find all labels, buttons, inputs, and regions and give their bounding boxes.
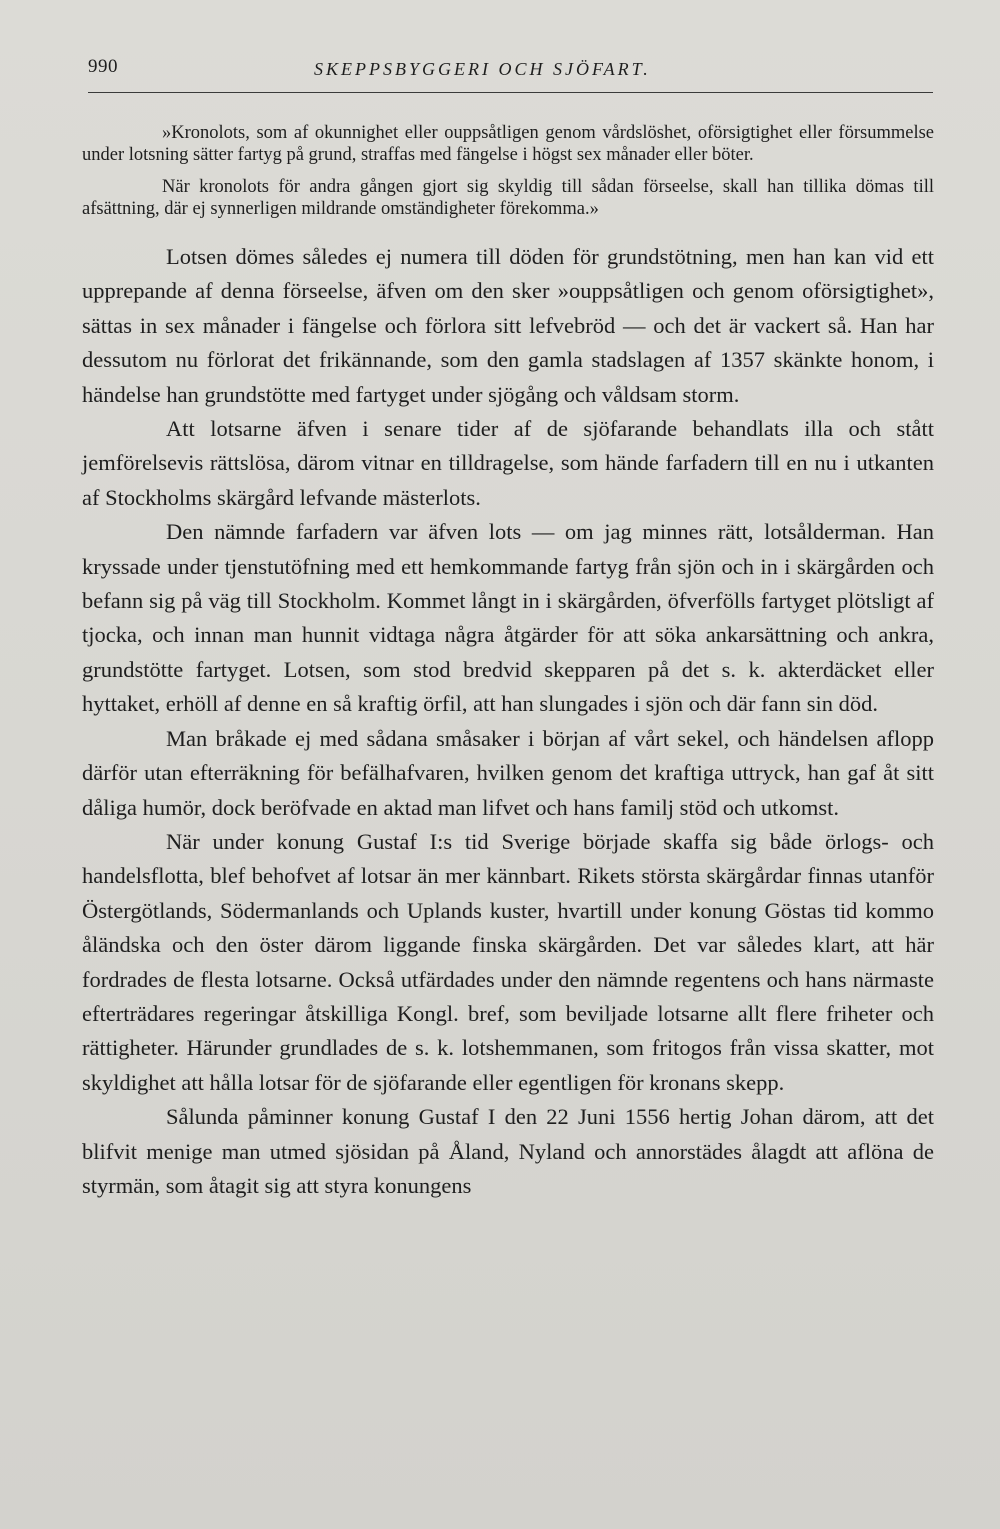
quote-paragraph: När kronolots för andra gången gjort sig skyldig till sådan förseelse, skall han tillika dömas till afsättning, där ej synnerligen mildrande omständigheter förekomma.» — [82, 177, 934, 219]
header-rule — [88, 92, 933, 93]
paragraph: Lotsen dömes således ej numera till döden för grundstötning, men han kan vid ett upprepande af denna förseelse, äfven om den sker »ouppsåtligen och genom oförsigtighet», sättas in sex månader i fängelse och förlora sitt lefvebröd — och det är vackert så. Han har dessutom nu förlorat det frikännande, som den gamla stadslagen af 1357 skänkte honom, i händelse han grundstötte med fartyget under sjögång och våldsam storm. — [82, 244, 934, 407]
running-title: SKEPPSBYGGERI OCH SJÖFART. — [314, 59, 651, 79]
body-text — [82, 122, 934, 1203]
paragraph: När under konung Gustaf I:s tid Sverige började skaffa sig både örlogs- och handelsflotta, blef behofvet af lotsar än mer kännbart. Rikets största skärgårdar finnas utanför Östergötlands, Södermanlands och Uplands kuster, hvartill under konung Göstas tid kommo åländska och den öster därom liggande finska skärgården. Det var således klart, att här fordrades de flesta lotsarne. Också utfärdades under den nämnde regentens och hans närmaste efterträdares regeringar åtskilliga Kongl. bref, som beviljade lotsarne allt flere friheter och rättigheter. Härunder grundlades de s. k. lotshemmanen, som fritogos från vissa skatter, mot skyldighet att hålla lotsar för de sjöfarande eller egentligen för kronans skepp. — [82, 828, 934, 1095]
quote-paragraph: »Kronolots, som af okunnighet eller ouppsåtligen genom vårdslöshet, oförsigtighet eller försummelse under lotsning sätter fartyg på grund, straffas med fängelse i högst sex månader eller böter. — [82, 123, 934, 165]
page-number: 990 — [88, 56, 118, 77]
main-text — [82, 240, 934, 1203]
quoted-regulation — [82, 122, 934, 220]
paragraph: Sålunda påminner konung Gustaf I den 22 Juni 1556 hertig Johan därom, att det blifvit menige man utmed sjösidan på Åland, Nyland och annorstädes ålagdt att aflöna de styrmän, som åtagit sig att styra konungens — [82, 1104, 934, 1198]
paragraph: Att lotsarne äfven i senare tider af de sjöfarande behandlats illa och stått jemförelsevis rättslösa, därom vitnar en tilldragelse, som hände farfadern till en nu i utkanten af Stockholms skärgård lefvande mästerlots. — [82, 416, 934, 510]
page-header — [88, 56, 933, 90]
paragraph: Man bråkade ej med sådana småsaker i början af vårt sekel, och händelsen aflopp därför utan efterräkning för befälhafvaren, hvilken genom det kraftiga uttryck, han gaf åt sitt dåliga humör, dock beröfvade en aktad man lifvet och hans familj stöd och utkomst. — [82, 725, 934, 820]
paragraph: Den nämnde farfadern var äfven lots — om jag minnes rätt, lotsålderman. Han kryssade under tjenstutöfning med ett hemkommande fartyg från sjön och in i skärgården och befann sig på väg till Stockholm. Kommet långt in i skärgården, öfverfölls fartyget plötsligt af tjocka, och innan man hunnit vidtaga några åtgärder för att söka ankarsättning och ankra, grundstötte fartyget. Lotsen, som stod bredvid skepparen på det s. k. akterdäcket eller hyttaket, erhöll af denne en så kraftig örfil, att han slungades i sjön och där fann sin död. — [82, 519, 934, 717]
